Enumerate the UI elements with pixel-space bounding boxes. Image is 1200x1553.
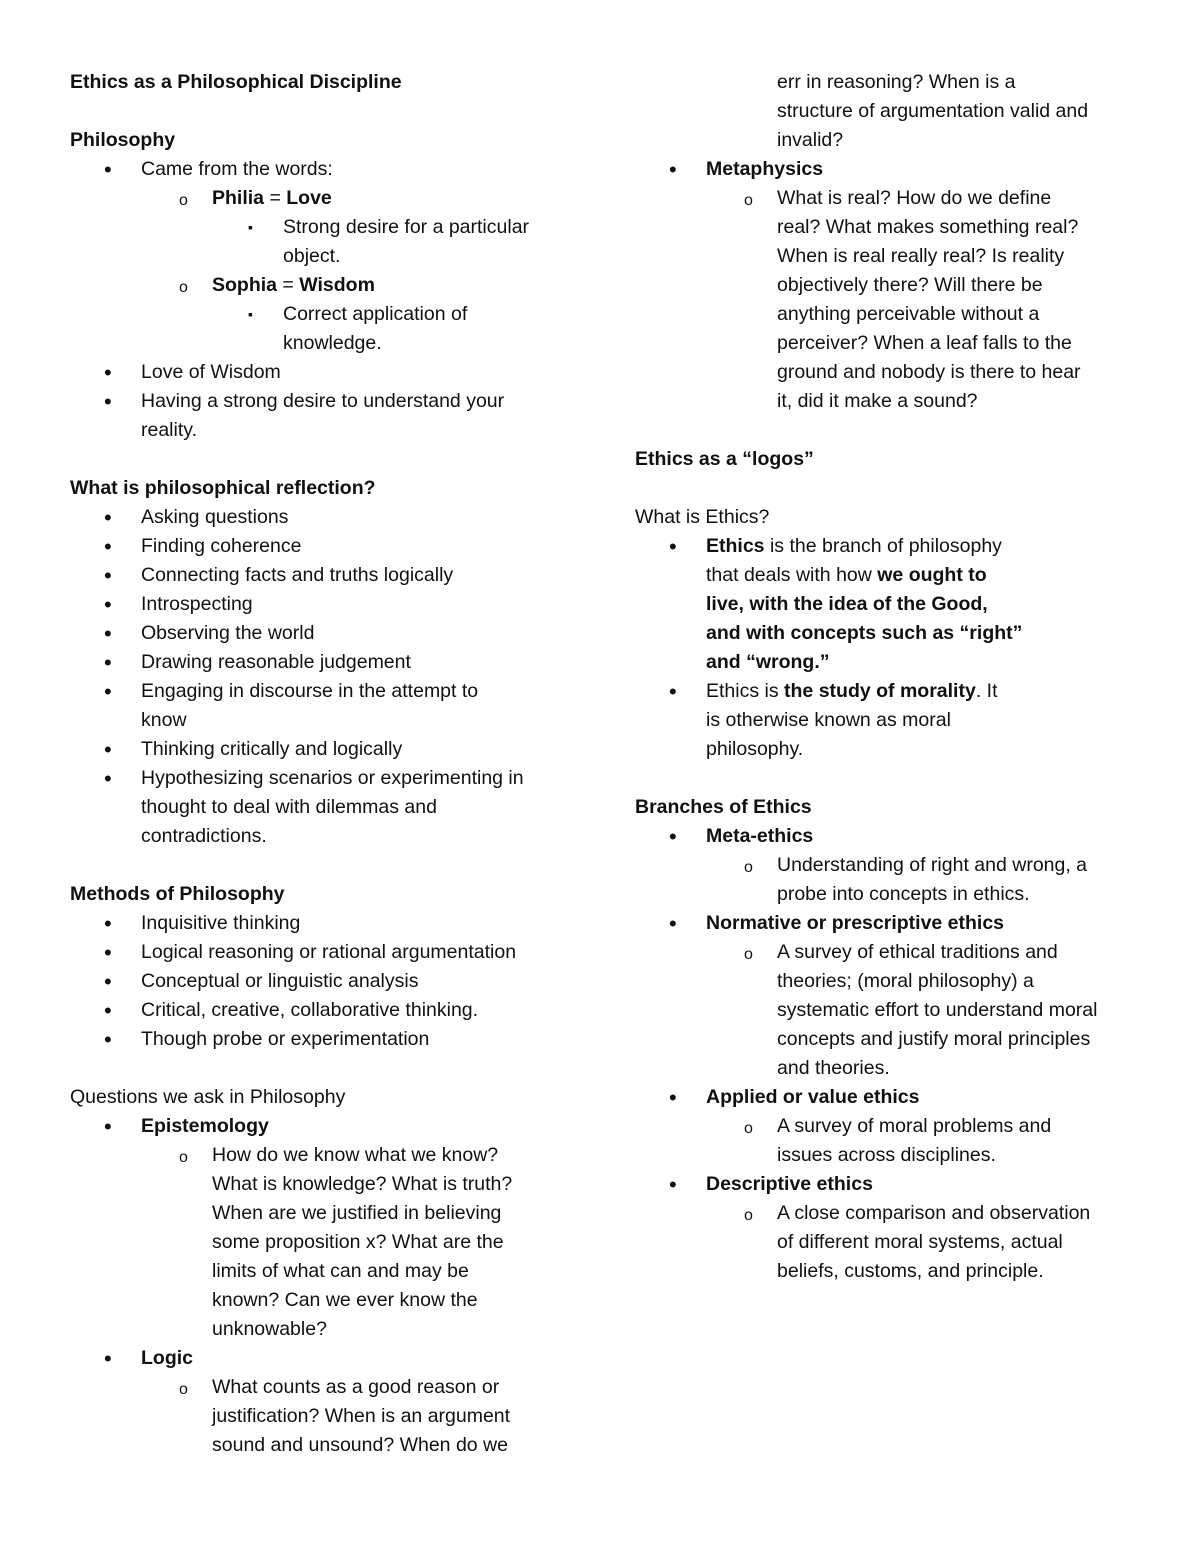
bullet-icon: • — [104, 766, 112, 791]
methods-heading: Methods of Philosophy — [70, 883, 285, 905]
list-item: o Understanding of right and wrong, a probe into concepts in ethics. — [744, 854, 1088, 905]
title-section — [70, 68, 580, 97]
what-is-ethics-heading: What is Ethics? — [635, 506, 770, 528]
origin-word-list — [141, 184, 580, 358]
list-item: o A survey of ethical traditions and theories; (moral philosophy) a systematic effort to understand moral concepts and justify moral principles and theories. — [744, 941, 1098, 1079]
list-item: • Inquisitive thinking — [104, 911, 301, 936]
list-item — [635, 1170, 1140, 1286]
list-item — [635, 822, 1140, 909]
bullet-icon: • — [104, 650, 112, 675]
applied-ethics-sublist — [706, 1112, 1140, 1170]
philosophy-section — [70, 126, 580, 445]
bullet-icon: • — [104, 505, 112, 530]
reflection-section — [70, 474, 580, 851]
list-item: ▪ Correct application of knowledge. — [212, 300, 580, 358]
metaphysics-sublist — [706, 184, 1140, 416]
bullet-icon: • — [669, 534, 677, 559]
list-item — [635, 1083, 1140, 1170]
bullet-icon: • — [104, 679, 112, 704]
bullet-icon: • — [104, 737, 112, 762]
what-is-ethics-section — [635, 503, 1140, 764]
philia-definition-list — [212, 213, 580, 271]
list-item — [635, 909, 1140, 1083]
list-item: • Asking questions — [104, 505, 289, 530]
bullet-icon: • — [104, 998, 112, 1023]
list-item: • Though probe or experimentation — [104, 1027, 430, 1052]
logos-heading: Ethics as a “logos” — [635, 448, 814, 470]
list-item: • Engaging in discourse in the attempt to know — [104, 679, 479, 731]
branches-heading: Branches of Ethics — [635, 796, 812, 818]
left-column — [70, 68, 580, 1489]
list-item: o What is real? How do we define real? What makes something real? When is real really real? Is reality objectively there? Will there be anything perceivable without a perceiver? When a leaf falls to the ground and nobody is there to hear it, did it make a sound? — [744, 187, 1081, 412]
methods-list — [70, 909, 580, 1054]
questions-heading: Questions we ask in Philosophy — [70, 1086, 346, 1108]
list-item: • Came from the words: o Philia = Love ▪ Strong desire for a particular object. o Sophia = Wisdom ▪ Correct application of knowledge. — [70, 155, 580, 358]
questions-continued-section — [635, 68, 1140, 416]
normative-ethics-sublist — [706, 938, 1140, 1083]
descriptive-ethics-label: Descriptive ethics — [706, 1173, 873, 1195]
list-item — [635, 155, 1140, 416]
list-item: • Drawing reasonable judgement — [104, 650, 411, 675]
logic-sublist-continued — [706, 68, 1140, 155]
questions-list-continued — [635, 68, 1140, 416]
list-item: • Finding coherence — [104, 534, 302, 559]
bullet-icon: • — [104, 1114, 112, 1139]
circle-bullet-icon: o — [744, 859, 753, 876]
list-item: o A survey of moral problems and issues across disciplines. — [744, 1115, 1052, 1166]
bullet-icon: • — [669, 1085, 677, 1110]
list-item: • Ethics is the study of morality. It is otherwise known as moral philosophy. — [669, 679, 998, 760]
logic-label: Logic — [141, 1347, 193, 1369]
list-item: o How do we know what we know? What is knowledge? What is truth? When are we justified in believing some proposition x? What are the limits of what can and may be known? Can we ever know the unknowable? — [179, 1144, 513, 1340]
bullet-icon: • — [669, 1172, 677, 1197]
circle-bullet-icon: o — [179, 1381, 188, 1398]
list-item: • Observing the world — [104, 621, 315, 646]
list-item: o Philia = Love ▪ Strong desire for a particular object. — [141, 184, 580, 271]
reflection-heading: What is philosophical reflection? — [70, 477, 376, 499]
list-item — [70, 1112, 580, 1344]
bullet-icon: • — [669, 911, 677, 936]
bullet-icon: • — [104, 360, 112, 385]
descriptive-ethics-sublist — [706, 1199, 1140, 1286]
list-item: • Thinking critically and logically — [104, 737, 403, 762]
bullet-icon: • — [104, 592, 112, 617]
philia-term: Philia — [212, 187, 265, 209]
bullet-icon: • — [104, 534, 112, 559]
epistemology-sublist — [141, 1141, 580, 1344]
circle-bullet-icon: o — [179, 1149, 188, 1166]
list-item: • Introspecting — [104, 592, 253, 617]
right-column — [635, 68, 1140, 1315]
sophia-meaning: Wisdom — [299, 274, 375, 296]
meta-ethics-sublist — [706, 851, 1140, 909]
epistemology-label: Epistemology — [141, 1115, 269, 1137]
logic-sublist — [141, 1373, 580, 1460]
list-item: ▪ Strong desire for a particular object. — [212, 213, 580, 271]
applied-ethics-label: Applied or value ethics — [706, 1086, 920, 1108]
methods-section — [70, 880, 580, 1054]
list-item: • Connecting facts and truths logically — [104, 563, 454, 588]
bullet-icon: • — [669, 824, 677, 849]
list-item — [70, 1344, 580, 1460]
sophia-term: Sophia — [212, 274, 278, 296]
list-item: err in reasoning? When is a structure of argumentation valid and invalid? — [777, 71, 1089, 151]
bullet-icon: • — [104, 621, 112, 646]
list-item: • Love of Wisdom — [104, 360, 281, 385]
bullet-icon: • — [104, 157, 112, 182]
reflection-list — [70, 503, 580, 851]
sophia-definition-list — [212, 300, 580, 358]
bullet-icon: • — [104, 1346, 112, 1371]
bullet-icon: • — [104, 1027, 112, 1052]
list-item: • Logical reasoning or rational argumentation — [104, 940, 517, 965]
list-item: o Sophia = Wisdom ▪ Correct application of knowledge. — [141, 271, 580, 358]
list-item: o A close comparison and observation of different moral systems, actual beliefs, customs, and principle. — [744, 1202, 1091, 1282]
questions-list — [70, 1112, 580, 1460]
branches-list — [635, 822, 1140, 1286]
circle-bullet-icon: o — [179, 279, 188, 296]
list-item — [635, 68, 1140, 155]
circle-bullet-icon: o — [744, 946, 753, 963]
square-bullet-icon: ▪ — [248, 306, 253, 322]
bullet-icon: • — [104, 389, 112, 414]
bullet-icon: • — [104, 969, 112, 994]
questions-section — [70, 1083, 580, 1460]
circle-bullet-icon: o — [744, 1207, 753, 1224]
bullet-icon: • — [104, 563, 112, 588]
meta-ethics-label: Meta-ethics — [706, 825, 814, 847]
philosophy-list — [70, 155, 580, 445]
bullet-icon: • — [669, 157, 677, 182]
list-item: • Conceptual or linguistic analysis — [104, 969, 419, 994]
circle-bullet-icon: o — [744, 192, 753, 209]
philosophy-heading: Philosophy — [70, 129, 176, 151]
bullet-icon: • — [669, 679, 677, 704]
circle-bullet-icon: o — [744, 1120, 753, 1137]
philia-meaning: Love — [286, 187, 332, 209]
metaphysics-label: Metaphysics — [706, 158, 824, 180]
document-title: Ethics as a Philosophical Discipline — [70, 71, 402, 93]
normative-ethics-label: Normative or prescriptive ethics — [706, 912, 1005, 934]
list-item: • Ethics is the branch of philosophy that deals with how we ought to live, with the idea of the Good, and with concepts such as “right” and “wrong.” — [669, 534, 1023, 673]
branches-section — [635, 793, 1140, 1286]
list-item: • Hypothesizing scenarios or experimenting in thought to deal with dilemmas and contradictions. — [104, 766, 524, 847]
bullet-icon: • — [104, 911, 112, 936]
list-item: • Critical, creative, collaborative thinking. — [104, 998, 479, 1023]
square-bullet-icon: ▪ — [248, 219, 253, 235]
list-item: o What counts as a good reason or justification? When is an argument sound and unsound? When do we — [179, 1376, 511, 1456]
ethics-definition-list — [635, 532, 1140, 764]
logos-heading-section — [635, 445, 1140, 474]
bullet-icon: • — [104, 940, 112, 965]
circle-bullet-icon: o — [179, 192, 188, 209]
list-item: • Having a strong desire to understand your reality. — [104, 389, 505, 441]
